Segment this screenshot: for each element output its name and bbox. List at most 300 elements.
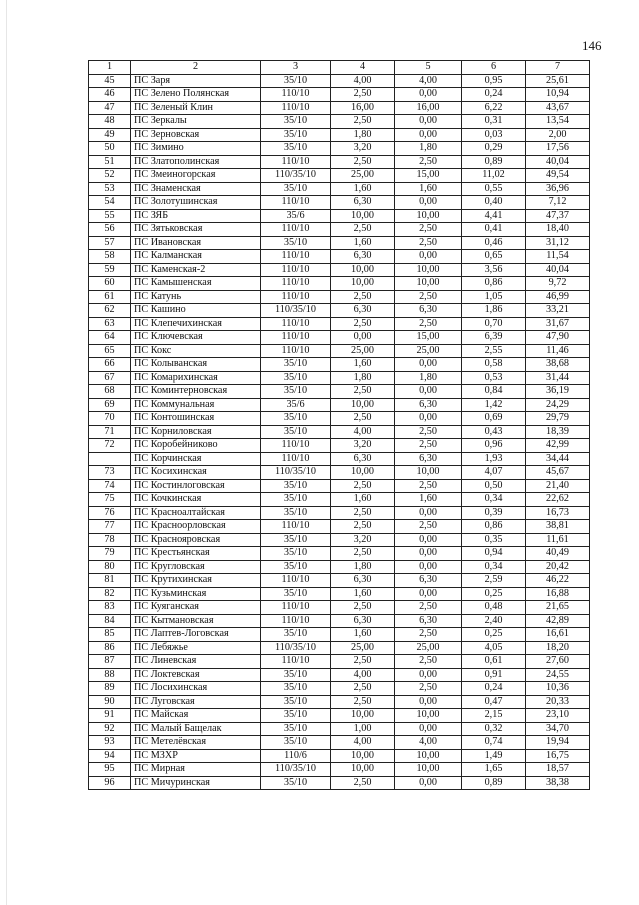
capacity-cell: 2,50 [331,88,395,102]
voltage-cell: 35/10 [261,385,331,399]
percent-cell: 18,40 [526,223,590,237]
capacity-cell: 2,50 [331,317,395,331]
percent-cell: 36,19 [526,385,590,399]
row-number-cell: 84 [89,614,131,628]
capacity-cell: 1,60 [331,493,395,507]
voltage-cell: 110/10 [261,520,331,534]
capacity-cell: 2,50 [331,155,395,169]
table-row [89,236,590,250]
table-row [89,358,590,372]
capacity-cell: 2,50 [331,695,395,709]
table-row [89,641,590,655]
load-cell: 0,24 [462,682,526,696]
capacity-cell: 4,00 [331,668,395,682]
load-cell: 1,93 [462,452,526,466]
load-cell: 0,25 [462,587,526,601]
reserve-cell: 2,50 [395,223,462,237]
load-cell: 3,56 [462,263,526,277]
capacity-cell: 10,00 [331,263,395,277]
load-cell: 0,47 [462,695,526,709]
voltage-cell: 35/10 [261,74,331,88]
reserve-cell: 10,00 [395,709,462,723]
capacity-cell: 16,00 [331,101,395,115]
load-cell: 6,39 [462,331,526,345]
reserve-cell: 0,00 [395,668,462,682]
row-number-cell: 71 [89,425,131,439]
table-row [89,574,590,588]
percent-cell: 16,61 [526,628,590,642]
column-header: 7 [526,61,590,75]
row-number-cell: 83 [89,601,131,615]
table-row [89,628,590,642]
load-cell: 0,40 [462,196,526,210]
capacity-cell: 4,00 [331,74,395,88]
reserve-cell: 25,00 [395,641,462,655]
load-cell: 1,49 [462,749,526,763]
table-row [89,115,590,129]
voltage-cell: 35/10 [261,182,331,196]
percent-cell: 24,55 [526,668,590,682]
percent-cell: 40,04 [526,155,590,169]
table-row [89,479,590,493]
row-number-cell: 52 [89,169,131,183]
capacity-cell: 2,50 [331,682,395,696]
percent-cell: 20,33 [526,695,590,709]
reserve-cell: 25,00 [395,344,462,358]
row-number-cell: 77 [89,520,131,534]
reserve-cell: 0,00 [395,196,462,210]
load-cell: 0,03 [462,128,526,142]
voltage-cell: 110/10 [261,88,331,102]
table-row [89,182,590,196]
voltage-cell: 35/10 [261,479,331,493]
voltage-cell: 35/10 [261,142,331,156]
load-cell: 0,74 [462,736,526,750]
voltage-cell: 110/10 [261,601,331,615]
row-number-cell: 50 [89,142,131,156]
percent-cell: 18,20 [526,641,590,655]
substation-name-cell: ПС Кузьминская [131,587,261,601]
row-number-cell: 64 [89,331,131,345]
capacity-cell: 2,50 [331,223,395,237]
row-number-cell [89,452,131,466]
row-number-cell: 85 [89,628,131,642]
load-cell: 1,42 [462,398,526,412]
capacity-cell: 2,50 [331,655,395,669]
reserve-cell: 10,00 [395,466,462,480]
capacity-cell: 4,00 [331,425,395,439]
reserve-cell: 0,00 [395,776,462,790]
row-number-cell: 94 [89,749,131,763]
load-cell: 0,53 [462,371,526,385]
substation-name-cell: ПС Коминтерновская [131,385,261,399]
capacity-cell: 1,00 [331,722,395,736]
voltage-cell: 35/10 [261,371,331,385]
load-cell: 0,48 [462,601,526,615]
capacity-cell: 3,20 [331,533,395,547]
substation-name-cell: ПС Змеиногорская [131,169,261,183]
table-row [89,128,590,142]
reserve-cell: 6,30 [395,398,462,412]
voltage-cell: 110/35/10 [261,169,331,183]
reserve-cell: 10,00 [395,209,462,223]
capacity-cell: 1,60 [331,236,395,250]
table-row [89,277,590,291]
table-row [89,223,590,237]
row-number-cell: 74 [89,479,131,493]
capacity-cell: 2,50 [331,479,395,493]
substation-name-cell: ПС Заря [131,74,261,88]
voltage-cell: 110/10 [261,290,331,304]
page-number: 146 [582,38,602,53]
load-cell: 0,34 [462,560,526,574]
substation-name-cell: ПС Зеленый Клин [131,101,261,115]
reserve-cell: 0,00 [395,560,462,574]
table-row [89,466,590,480]
table-row [89,101,590,115]
table-row [89,425,590,439]
row-number-cell: 93 [89,736,131,750]
percent-cell: 7,12 [526,196,590,210]
substation-name-cell: ПС Зеркалы [131,115,261,129]
load-cell: 0,91 [462,668,526,682]
row-number-cell: 86 [89,641,131,655]
percent-cell: 49,54 [526,169,590,183]
voltage-cell: 35/6 [261,209,331,223]
substation-name-cell: ПС Клепечихинская [131,317,261,331]
row-number-cell: 55 [89,209,131,223]
table-row [89,452,590,466]
voltage-cell: 35/6 [261,398,331,412]
reserve-cell: 15,00 [395,169,462,183]
voltage-cell: 35/10 [261,560,331,574]
table-row [89,506,590,520]
capacity-cell: 6,30 [331,250,395,264]
capacity-cell: 6,30 [331,614,395,628]
voltage-cell: 35/10 [261,709,331,723]
substation-name-cell: ПС Комарихинская [131,371,261,385]
row-number-cell: 72 [89,439,131,453]
capacity-cell: 6,30 [331,452,395,466]
percent-cell: 11,61 [526,533,590,547]
reserve-cell: 0,00 [395,506,462,520]
row-number-cell: 63 [89,317,131,331]
table-row [89,317,590,331]
row-number-cell: 49 [89,128,131,142]
capacity-cell: 10,00 [331,209,395,223]
reserve-cell: 16,00 [395,101,462,115]
percent-cell: 18,57 [526,763,590,777]
row-number-cell: 48 [89,115,131,129]
voltage-cell: 110/10 [261,263,331,277]
percent-cell: 20,42 [526,560,590,574]
substation-name-cell: ПС Коробейниково [131,439,261,453]
load-cell: 0,86 [462,277,526,291]
table-row [89,763,590,777]
voltage-cell: 35/10 [261,128,331,142]
capacity-cell: 10,00 [331,763,395,777]
percent-cell: 16,75 [526,749,590,763]
table-row [89,587,590,601]
row-number-cell: 67 [89,371,131,385]
table-row [89,304,590,318]
voltage-cell: 110/35/10 [261,304,331,318]
percent-cell: 16,88 [526,587,590,601]
load-cell: 2,55 [462,344,526,358]
voltage-cell: 35/10 [261,722,331,736]
table-row [89,169,590,183]
substation-name-cell: ПС Майская [131,709,261,723]
row-number-cell: 66 [89,358,131,372]
reserve-cell: 2,50 [395,317,462,331]
percent-cell: 43,67 [526,101,590,115]
reserve-cell: 10,00 [395,263,462,277]
reserve-cell: 0,00 [395,695,462,709]
reserve-cell: 0,00 [395,722,462,736]
capacity-cell: 1,60 [331,182,395,196]
row-number-cell: 90 [89,695,131,709]
load-cell: 0,35 [462,533,526,547]
row-number-cell: 65 [89,344,131,358]
row-number-cell: 79 [89,547,131,561]
substation-name-cell: ПС Зимино [131,142,261,156]
voltage-cell: 110/10 [261,196,331,210]
reserve-cell: 0,00 [395,587,462,601]
percent-cell: 36,96 [526,182,590,196]
voltage-cell: 110/10 [261,223,331,237]
table-row [89,142,590,156]
reserve-cell: 0,00 [395,250,462,264]
capacity-cell: 2,50 [331,520,395,534]
load-cell: 0,34 [462,493,526,507]
voltage-cell: 110/35/10 [261,466,331,480]
capacity-cell: 2,50 [331,385,395,399]
reserve-cell: 2,50 [395,628,462,642]
capacity-cell: 6,30 [331,574,395,588]
column-header: 5 [395,61,462,75]
reserve-cell: 1,80 [395,371,462,385]
percent-cell: 10,36 [526,682,590,696]
load-cell: 0,50 [462,479,526,493]
substation-name-cell: ПС Корчинская [131,452,261,466]
load-cell: 1,05 [462,290,526,304]
voltage-cell: 35/10 [261,425,331,439]
capacity-cell: 10,00 [331,709,395,723]
reserve-cell: 2,50 [395,155,462,169]
reserve-cell: 6,30 [395,304,462,318]
reserve-cell: 2,50 [395,682,462,696]
table-row [89,520,590,534]
row-number-cell: 46 [89,88,131,102]
capacity-cell: 10,00 [331,466,395,480]
load-cell: 0,94 [462,547,526,561]
capacity-cell: 10,00 [331,749,395,763]
column-header: 2 [131,61,261,75]
percent-cell: 42,99 [526,439,590,453]
substation-name-cell: ПС Локтевская [131,668,261,682]
row-number-cell: 68 [89,385,131,399]
substation-name-cell: ПС Знаменская [131,182,261,196]
table-row [89,196,590,210]
table-row [89,695,590,709]
reserve-cell: 1,80 [395,142,462,156]
load-cell: 0,95 [462,74,526,88]
reserve-cell: 2,50 [395,601,462,615]
table-row [89,709,590,723]
substation-name-cell: ПС Зерновская [131,128,261,142]
voltage-cell: 110/10 [261,101,331,115]
capacity-cell: 1,60 [331,628,395,642]
row-number-cell: 95 [89,763,131,777]
substation-name-cell: ПС Мирная [131,763,261,777]
load-cell: 0,43 [462,425,526,439]
substations-table [88,60,590,790]
row-number-cell: 45 [89,74,131,88]
table-row [89,493,590,507]
row-number-cell: 58 [89,250,131,264]
capacity-cell: 3,20 [331,142,395,156]
table-row [89,74,590,88]
reserve-cell: 2,50 [395,439,462,453]
percent-cell: 11,54 [526,250,590,264]
reserve-cell: 4,00 [395,736,462,750]
table-row [89,547,590,561]
voltage-cell: 110/6 [261,749,331,763]
percent-cell: 29,79 [526,412,590,426]
reserve-cell: 6,30 [395,574,462,588]
load-cell: 11,02 [462,169,526,183]
table-row [89,682,590,696]
voltage-cell: 110/10 [261,614,331,628]
voltage-cell: 35/10 [261,682,331,696]
reserve-cell: 0,00 [395,533,462,547]
percent-cell: 31,12 [526,236,590,250]
column-header: 4 [331,61,395,75]
row-number-cell: 62 [89,304,131,318]
capacity-cell: 2,50 [331,115,395,129]
row-number-cell: 96 [89,776,131,790]
substation-name-cell: ПС Косихинская [131,466,261,480]
table-row [89,263,590,277]
percent-cell: 10,94 [526,88,590,102]
voltage-cell: 110/10 [261,250,331,264]
load-cell: 0,70 [462,317,526,331]
substation-name-cell: ПС Крестьянская [131,547,261,561]
substation-name-cell: ПС Лебяжье [131,641,261,655]
load-cell: 2,15 [462,709,526,723]
row-number-cell: 70 [89,412,131,426]
load-cell: 0,25 [462,628,526,642]
load-cell: 0,29 [462,142,526,156]
table-row [89,371,590,385]
percent-cell: 31,44 [526,371,590,385]
row-number-cell: 69 [89,398,131,412]
column-header: 6 [462,61,526,75]
table-row [89,655,590,669]
percent-cell: 11,46 [526,344,590,358]
row-number-cell: 78 [89,533,131,547]
voltage-cell: 35/10 [261,236,331,250]
capacity-cell: 1,80 [331,560,395,574]
load-cell: 4,05 [462,641,526,655]
capacity-cell: 1,80 [331,128,395,142]
load-cell: 0,58 [462,358,526,372]
substation-name-cell: ПС ЗЯБ [131,209,261,223]
load-cell: 0,41 [462,223,526,237]
reserve-cell: 10,00 [395,763,462,777]
table-row [89,560,590,574]
load-cell: 2,40 [462,614,526,628]
voltage-cell: 35/10 [261,412,331,426]
percent-cell: 38,68 [526,358,590,372]
voltage-cell: 35/10 [261,115,331,129]
row-number-cell: 87 [89,655,131,669]
voltage-cell: 35/10 [261,506,331,520]
substation-name-cell: ПС Зелено Полянская [131,88,261,102]
substation-name-cell: ПС Кытмановская [131,614,261,628]
reserve-cell: 0,00 [395,385,462,399]
row-number-cell: 89 [89,682,131,696]
percent-cell: 46,22 [526,574,590,588]
load-cell: 0,86 [462,520,526,534]
percent-cell: 22,62 [526,493,590,507]
percent-cell: 13,54 [526,115,590,129]
capacity-cell: 2,50 [331,290,395,304]
capacity-cell: 6,30 [331,304,395,318]
table-row [89,614,590,628]
voltage-cell: 35/10 [261,533,331,547]
percent-cell: 23,10 [526,709,590,723]
table-row [89,250,590,264]
reserve-cell: 6,30 [395,614,462,628]
substation-name-cell: ПС Лаптев-Логовская [131,628,261,642]
row-number-cell: 88 [89,668,131,682]
substation-name-cell: ПС Красноалтайская [131,506,261,520]
table-row [89,331,590,345]
substation-name-cell: ПС Куяганская [131,601,261,615]
percent-cell: 40,49 [526,547,590,561]
substation-name-cell: ПС Ивановская [131,236,261,250]
voltage-cell: 110/10 [261,155,331,169]
voltage-cell: 35/10 [261,493,331,507]
percent-cell: 25,61 [526,74,590,88]
reserve-cell: 10,00 [395,277,462,291]
load-cell: 0,89 [462,155,526,169]
voltage-cell: 110/10 [261,574,331,588]
column-header: 3 [261,61,331,75]
substation-name-cell: ПС Луговская [131,695,261,709]
percent-cell: 45,67 [526,466,590,480]
voltage-cell: 35/10 [261,736,331,750]
table-row [89,601,590,615]
table-row [89,412,590,426]
load-cell: 4,41 [462,209,526,223]
row-number-cell: 73 [89,466,131,480]
voltage-cell: 35/10 [261,587,331,601]
voltage-cell: 35/10 [261,547,331,561]
capacity-cell: 1,60 [331,358,395,372]
voltage-cell: 110/10 [261,317,331,331]
voltage-cell: 110/35/10 [261,641,331,655]
row-number-cell: 60 [89,277,131,291]
percent-cell: 19,94 [526,736,590,750]
percent-cell: 40,04 [526,263,590,277]
reserve-cell: 0,00 [395,412,462,426]
substation-name-cell: ПС Катунь [131,290,261,304]
substation-name-cell: ПС Метелёвская [131,736,261,750]
substation-name-cell: ПС Корниловская [131,425,261,439]
reserve-cell: 2,50 [395,520,462,534]
